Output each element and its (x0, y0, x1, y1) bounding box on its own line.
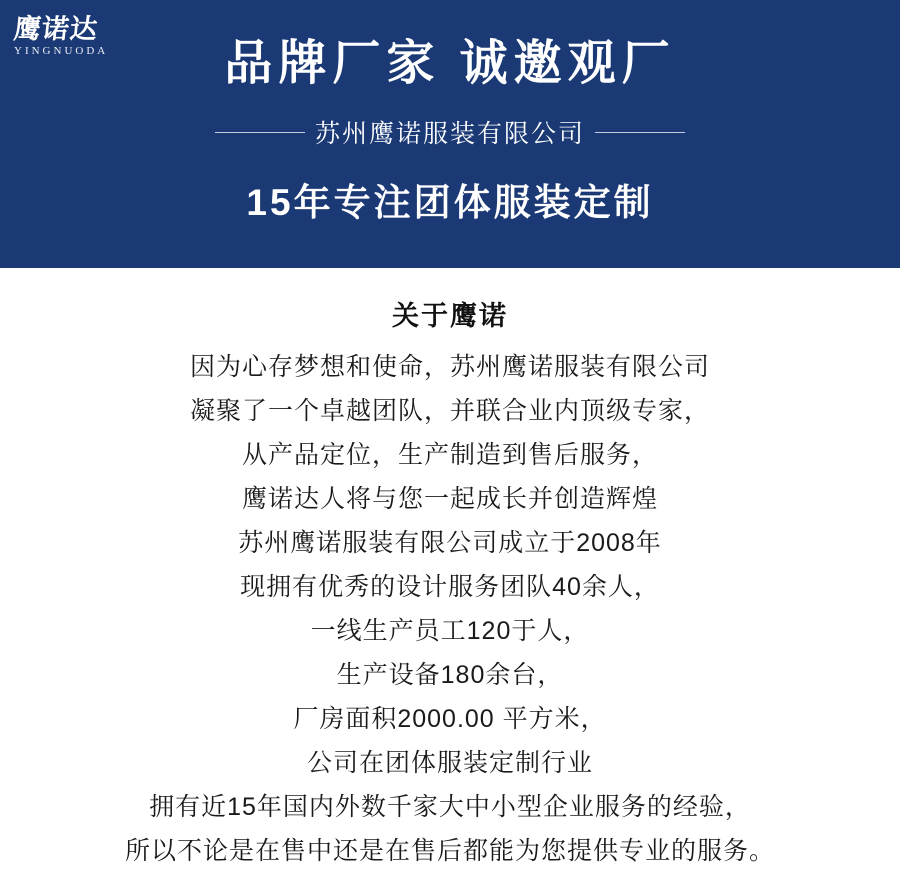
banner-headline: 品牌厂家 诚邀观厂 (224, 37, 676, 90)
about-title: 关于鹰诺 (392, 301, 508, 331)
about-line: 拥有近15年国内外数千家大中小型企业服务的经验， (149, 793, 751, 821)
header-banner (0, 0, 900, 268)
about-line: 苏州鹰诺服装有限公司成立于2008年 (238, 529, 662, 557)
about-section (0, 268, 900, 873)
about-line: 从产品定位，生产制造到售后服务， (241, 441, 658, 469)
banner-company-row (215, 114, 685, 150)
divider-left (215, 132, 305, 133)
about-paragraph (0, 345, 900, 873)
about-line: 公司在团体服装定制行业 (306, 749, 593, 777)
banner-tagline: 15年专注团体服装定制 (246, 182, 654, 223)
about-line: 现拥有优秀的设计服务团队40余人， (240, 573, 660, 601)
about-line: 一线生产员工120于人， (310, 617, 590, 645)
about-line: 凝聚了一个卓越团队，并联合业内顶级专家， (189, 397, 710, 425)
banner-company-name: 苏州鹰诺服装有限公司 (315, 120, 586, 148)
about-line: 生产设备180余台， (336, 661, 564, 689)
divider-right (595, 132, 685, 133)
about-line: 因为心存梦想和使命，苏州鹰诺服装有限公司 (189, 353, 710, 381)
about-line: 所以不论是在售中还是在售后都能为您提供专业的服务。 (124, 837, 775, 865)
brand-logo-text: 鹰诺达 (12, 14, 100, 44)
about-line: 厂房面积2000.00 平方米， (293, 705, 607, 733)
banner-content (0, 0, 900, 268)
about-line: 鹰诺达人将与您一起成长并创造辉煌 (241, 485, 658, 513)
brand-logo-subtext: YINGNUODA (14, 45, 109, 57)
